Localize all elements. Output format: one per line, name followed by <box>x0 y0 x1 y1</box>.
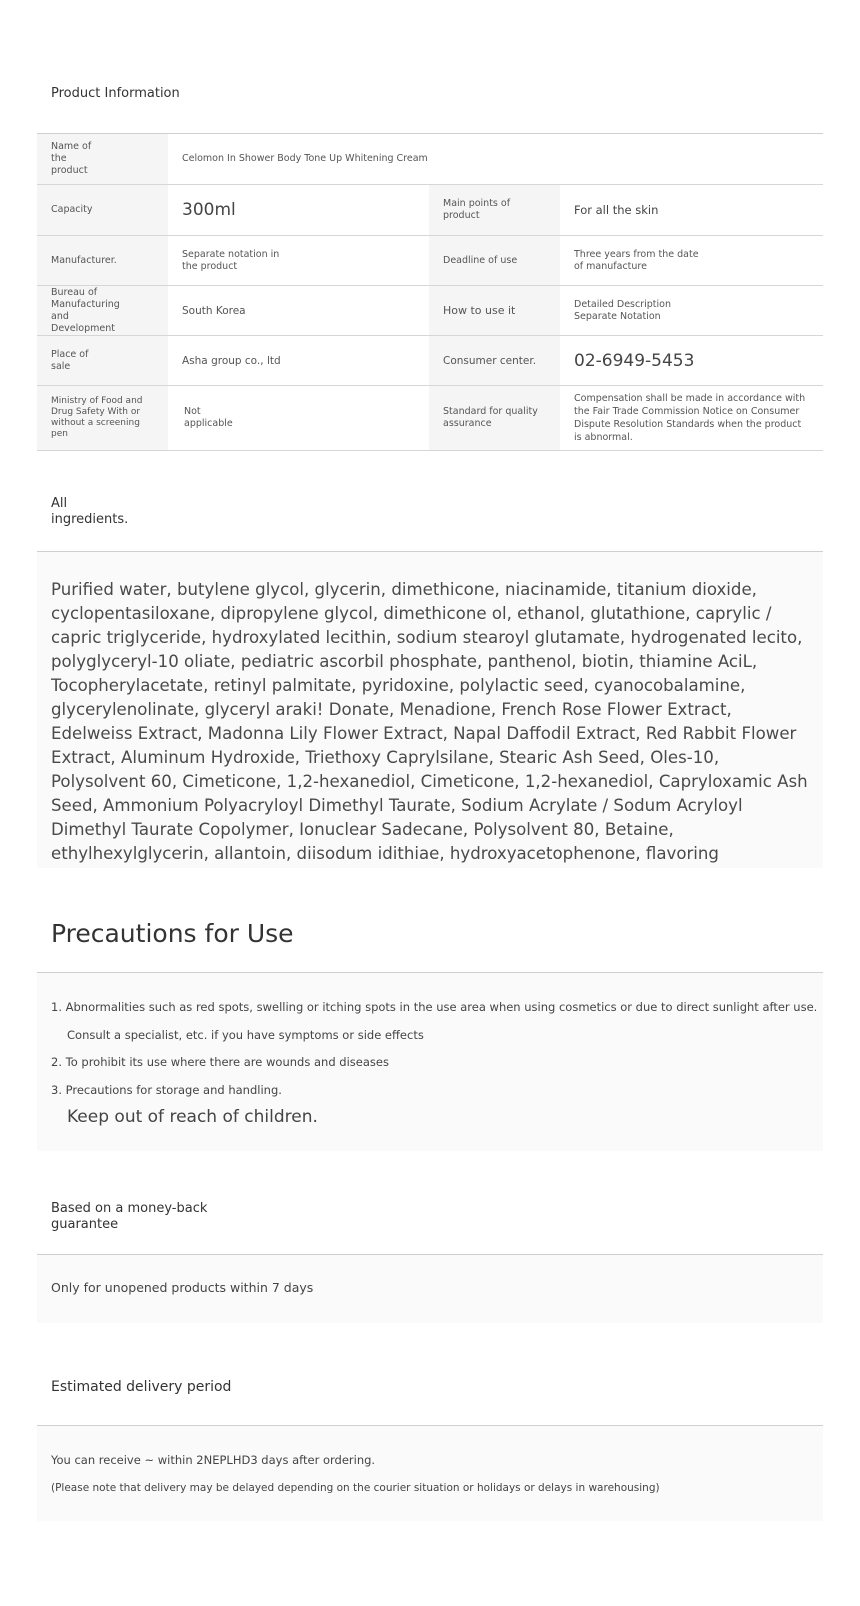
quality-assurance-label <box>429 386 560 450</box>
cell-text: For all the skin <box>574 203 659 217</box>
cell-text: Not applicable <box>184 406 233 429</box>
precaution-item-3: 3. Precautions for storage and handling. <box>51 1083 282 1097</box>
cell-text: Asha group co., ltd <box>182 354 281 367</box>
deadline-value <box>560 236 823 285</box>
delivery-box <box>37 1426 823 1521</box>
name-value <box>168 134 823 184</box>
cell-text: 02-6949-5453 <box>574 350 695 371</box>
cell-text: Consumer center. <box>443 354 537 367</box>
precaution-item-2: 2. To prohibit its use where there are wounds and diseases <box>51 1055 389 1069</box>
cell-text: Separate notation in the product <box>182 248 280 272</box>
money-back-text: Only for unopened products within 7 days <box>51 1280 314 1295</box>
table-row <box>37 185 823 236</box>
how-to-use-value <box>560 286 823 335</box>
cell-text: Celomon In Shower Body Tone Up Whitening Cream <box>182 153 428 164</box>
consumer-center-label <box>429 336 560 385</box>
delivery-title: Estimated delivery period <box>51 1379 232 1395</box>
delivery-line-1: You can receive ~ within 2NEPLHD3 days after ordering. <box>51 1453 376 1467</box>
main-points-label <box>429 185 560 235</box>
cell-text: South Korea <box>182 304 246 317</box>
cell-text: 300ml <box>182 200 236 220</box>
table-row <box>37 134 823 185</box>
table-row <box>37 336 823 386</box>
product-info-title: Product Information <box>51 86 180 101</box>
mfds-label <box>37 386 168 450</box>
precautions-box <box>37 973 823 1151</box>
manufacturer-value <box>168 236 429 285</box>
cell-text: Ministry of Food and Drug Safety With or without a screening pen <box>51 396 143 439</box>
capacity-label <box>37 185 168 235</box>
cell-text: Capacity <box>51 204 93 215</box>
quality-assurance-value <box>560 386 823 450</box>
table-row <box>37 386 823 451</box>
capacity-value <box>168 185 429 235</box>
place-of-sale-value <box>168 336 429 385</box>
precaution-item-1-detail: Consult a specialist, etc. if you have symptoms or side effects <box>67 1028 424 1042</box>
main-points-value <box>560 185 823 235</box>
cell-text: Three years from the date of manufacture <box>574 248 699 272</box>
cell-text: Deadline of use <box>443 254 518 266</box>
how-to-use-label <box>429 286 560 335</box>
deadline-label <box>429 236 560 285</box>
precaution-item-1: 1. Abnormalities such as red spots, swelling or itching spots in the use area when using cosmetics or due to direct sunlight after use. <box>51 1000 818 1014</box>
precautions-title: Precautions for Use <box>51 919 294 948</box>
precaution-item-3-detail: Keep out of reach of children. <box>67 1107 318 1127</box>
cell-text: How to use it <box>443 303 516 317</box>
cell-text: Detailed Description Separate Notation <box>574 298 671 322</box>
cell-text: Standard for quality assurance <box>443 406 538 429</box>
place-of-sale-label <box>37 336 168 385</box>
cell-text: Place of sale <box>51 348 89 372</box>
name-label <box>37 134 168 184</box>
delivery-line-2: (Please note that delivery may be delayed depending on the courier situation or holidays or delays in warehousing) <box>51 1482 660 1494</box>
cell-text: Manufacturer. <box>51 254 117 266</box>
cell-text: Name of the product <box>51 141 92 176</box>
table-row <box>37 286 823 336</box>
bureau-label <box>37 286 168 335</box>
money-back-box <box>37 1255 823 1323</box>
cell-text: Main points of product <box>443 198 511 221</box>
ingredients-title: All ingredients. <box>51 496 129 527</box>
table-row <box>37 236 823 286</box>
ingredients-box <box>37 552 823 868</box>
money-back-title: Based on a money-back guarantee <box>51 1201 208 1232</box>
bureau-value <box>168 286 429 335</box>
mfds-value <box>168 386 429 450</box>
manufacturer-label <box>37 236 168 285</box>
ingredients-text: Purified water, butylene glycol, glycerin, dimethicone, niacinamide, titanium dioxide, cyclopentasiloxane, dipropylene glycol, dimethicone ol, ethanol, glutathione, caprylic / capric triglyceride, hydroxylated lecithin, sodium stearoyl glutamate, hydrogenated lecito, polyglyceryl-10 oliate, pediatric ascorbil phosphate, panthenol, biotin, thiamine AciL, Tocopherylacetate, retinyl palmitate, pyridoxine, polylactic seed, cyanocobalamine, glycerylenolinate, glyceryl araki! Donate, Menadione, French Rose Flower Extract, Edelweiss Extract, Madonna Lily Flower Extract, Napal Daffodil Extract, Red Rabbit Flower Extract, Aluminum Hydroxide, Triethoxy Caprylsilane, Stearic Ash Seed, Oles-10, Polysolvent 60, Cimeticone, 1,2-hexanediol, Cimeticone, 1,2-hexanediol, Capryloxamic Ash Seed, Ammonium Polyacryloyl Dimethyl Taurate, Sodium Acrylate / Sodum Acryloyl Dimethyl Taurate Copolymer, Ionuclear Sadecane, Polysolvent 80, Betaine, ethylhexylglycerin, allantoin, diisodum idithiae, hydroxyacetophenone, flavoring <box>51 580 808 863</box>
cell-text: Bureau of Manufacturing and Development <box>51 286 120 334</box>
consumer-center-value <box>560 336 823 385</box>
cell-text: Compensation shall be made in accordance with the Fair Trade Commission Notice on Consumer Dispute Resolution Standards when the product is abnormal. <box>574 393 806 443</box>
